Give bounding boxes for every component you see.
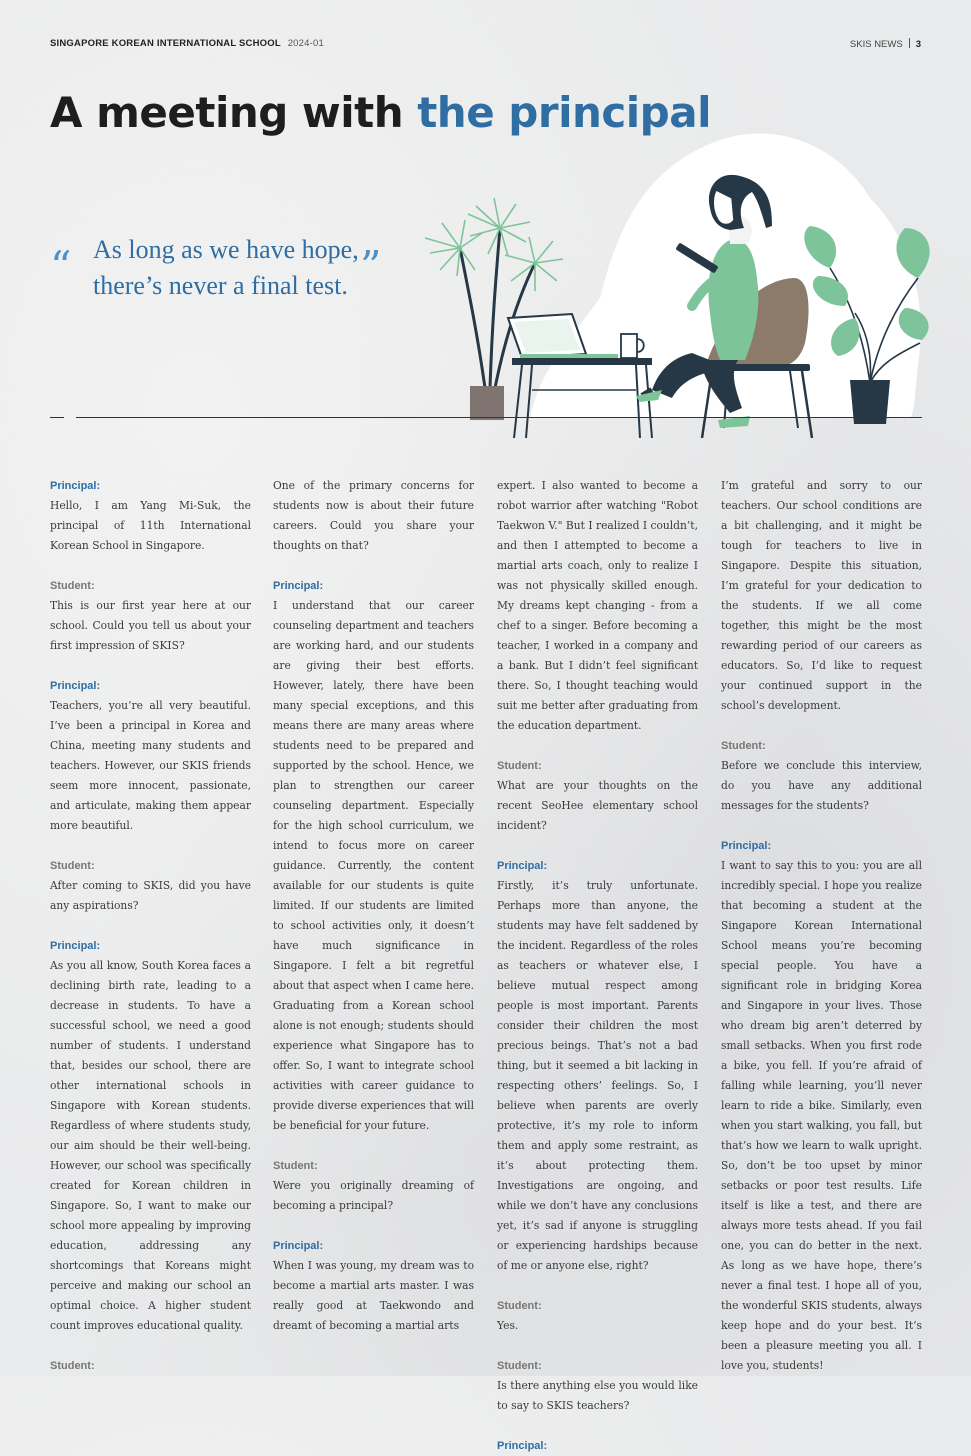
title-accent: the principal (417, 88, 711, 137)
speaker-student: Student: (497, 1360, 542, 1372)
speaker-student: Student: (273, 1160, 318, 1172)
issue-date: 2024-01 (287, 38, 324, 49)
column-4 (721, 476, 922, 1376)
speaker-student: Student: (497, 1300, 542, 1312)
speaker-principal: Principal: (50, 680, 101, 692)
pull-quote-line-1: As long as we have hope, (93, 235, 359, 264)
open-quote-icon: “ (50, 242, 72, 291)
pull-quote-line-2: there’s never a final test. (93, 271, 348, 300)
answer-text: I understand that our career counseling department and teachers are working hard, and our students are giving their best efforts. However, lately, there have been many special exceptions, and this means there are many areas where students need to be prepared and supported by the school. Hence, we plan to strengthen our career counseling department. Especially for the high school curriculum, we intend to focus more on career guidance. Currently, the content available for our students is quite limited. If our students are limited to school activities only, it doesn’t have much significance in Singapore. I felt a bit regretful about that aspect when I came here. Graduating from a Korean school alone is not enough; students should experience what Singapore has to offer. So, I want to integrate school activities with career guidance to provide diverse experiences that will be beneficial for your future. (273, 599, 474, 1132)
divider-short (50, 417, 64, 418)
column-2 (273, 476, 474, 1336)
principal-illustration (400, 128, 940, 438)
speaker-principal: Principal: (273, 580, 324, 592)
divider-long (76, 417, 922, 418)
answer-text: Firstly, it’s truly unfortunate. Perhaps more than anyone, the students may have felt saddened by the incident. Regardless of the roles as teachers or whatever else, I believe mutual respect among people is most important. Parents consider their children the most precious beings. That’s not a bad thing, but it seemed a bit lacking in respecting others’ feelings. So, I believe when parents are overly protective, it’s my role to inform them and apply some restraint, as it’s about protecting them. Investigations are ongoing, and while we don’t have any conclusions yet, it’s sad if anyone is struggling or experiencing hardships because of me or anyone else, right? (497, 879, 698, 1272)
speaker-principal: Principal: (273, 1240, 324, 1252)
speaker-student: Student: (721, 740, 766, 752)
answer-text: Yes. (497, 1319, 519, 1332)
answer-text: Hello, I am Yang Mi-Suk, the principal of 11th International Korean School in Singapore. (50, 499, 251, 552)
question-text: After coming to SKIS, did you have any aspirations? (50, 879, 251, 912)
question-text: Is there anything else you would like to say to SKIS teachers? (497, 1379, 698, 1412)
answer-text-continued: expert. I also wanted to become a robot warrior after watching "Robot Taekwon V." But I realized I couldn’t, and then I attempted to become a martial arts coach, only to realize I was not physically skilled enough. My dreams kept changing - from a chef to a singer. Before becoming a teacher, I worked in a company and a bank. But I didn’t feel significant there. So, I thought teaching would suit me better after graduating from the education department. (497, 479, 698, 732)
answer-text: As you all know, South Korea faces a declining birth rate, leading to a decrease in students. To have a successful school, we need a good number of students. I understand that, besides our school, there are other international schools in Singapore with Korean students. Regardless of where students study, our aim should be their well-being. However, our school was specifically created for Korean children in Singapore. So, I want to make our school more appealing by improving education, addressing any shortcomings that Koreans might perceive and making our school an optimal choice. A higher student count improves educational quality. (50, 959, 251, 1332)
pull-quote (50, 232, 410, 312)
answer-text: I want to say this to you: you are all incredibly special. I hope you realize that becoming a student at the Singapore Korean International School means you’re becoming special people. You have a significant role in bridging Korea and Singapore in your lives. Those who dream big aren’t deterred by small setbacks. When you first rode a bike, you fell. If you’re afraid of falling while learning, you’ll never learn to ride a bike. Similarly, even when you start walking, you fall, but that’s how we learn to walk upright. So, don’t be too upset by minor setbacks or poor test results. Life itself is like a test, and there are always more tests ahead. If you fail one, you can do better in the next. As long as we have hope, there’s never a final test. I hope all of you, the wonderful SKIS students, always keep hope and do your best. It’s been a pleasure meeting you all. I love you, students! (721, 859, 922, 1372)
question-text: Before we conclude this interview, do you have any additional messages for the students? (721, 759, 922, 812)
answer-text: Teachers, you’re all very beautiful. I’ve been a principal in Korea and China, meeting many students and teachers. However, our SKIS friends seem more innocent, passionate, and articulate, making them appear more beautiful. (50, 699, 251, 832)
question-text: What are your thoughts on the recent SeoHee elementary school incident? (497, 779, 698, 832)
speaker-principal: Principal: (50, 940, 101, 952)
header-divider (909, 38, 910, 48)
school-name: SINGAPORE KOREAN INTERNATIONAL SCHOOL (50, 38, 281, 49)
speaker-student: Student: (50, 860, 95, 872)
speaker-principal: Principal: (721, 840, 772, 852)
section-name: SKIS NEWS (849, 39, 903, 50)
question-text: One of the primary concerns for students now is about their future careers. Could you share your thoughts on that? (273, 479, 474, 552)
speaker-principal: Principal: (497, 860, 548, 872)
column-3 (497, 476, 698, 1456)
page-number: 3 (915, 39, 921, 50)
speaker-principal: Principal: (497, 1440, 548, 1452)
answer-text: When I was young, my dream was to become a martial arts master. I was really good at Taekwondo and dreamt of becoming a martial arts (273, 1259, 474, 1332)
question-text: Were you originally dreaming of becoming a principal? (273, 1179, 474, 1212)
header-left (50, 38, 324, 49)
header-right (850, 38, 921, 50)
speaker-student: Student: (50, 1360, 95, 1372)
pull-quote-text (93, 232, 359, 304)
column-1 (50, 476, 251, 1376)
answer-text: I’m grateful and sorry to our teachers. Our school conditions are a bit challenging, and it might be tough for teachers to live in Singapore. Despite this situation, I’m grateful for your dedication to the students. If we all come together, this might be the most rewarding period of our careers as educators. So, I’d like to request your continued support in the school’s development. (721, 479, 922, 712)
close-quote-icon: ” (360, 242, 382, 291)
speaker-student: Student: (50, 580, 95, 592)
question-text: This is our first year here at our school. Could you tell us about your first impression of SKIS? (50, 599, 251, 652)
speaker-student: Student: (497, 760, 542, 772)
title-lead: A meeting with (50, 88, 418, 137)
speaker-principal: Principal: (50, 480, 101, 492)
